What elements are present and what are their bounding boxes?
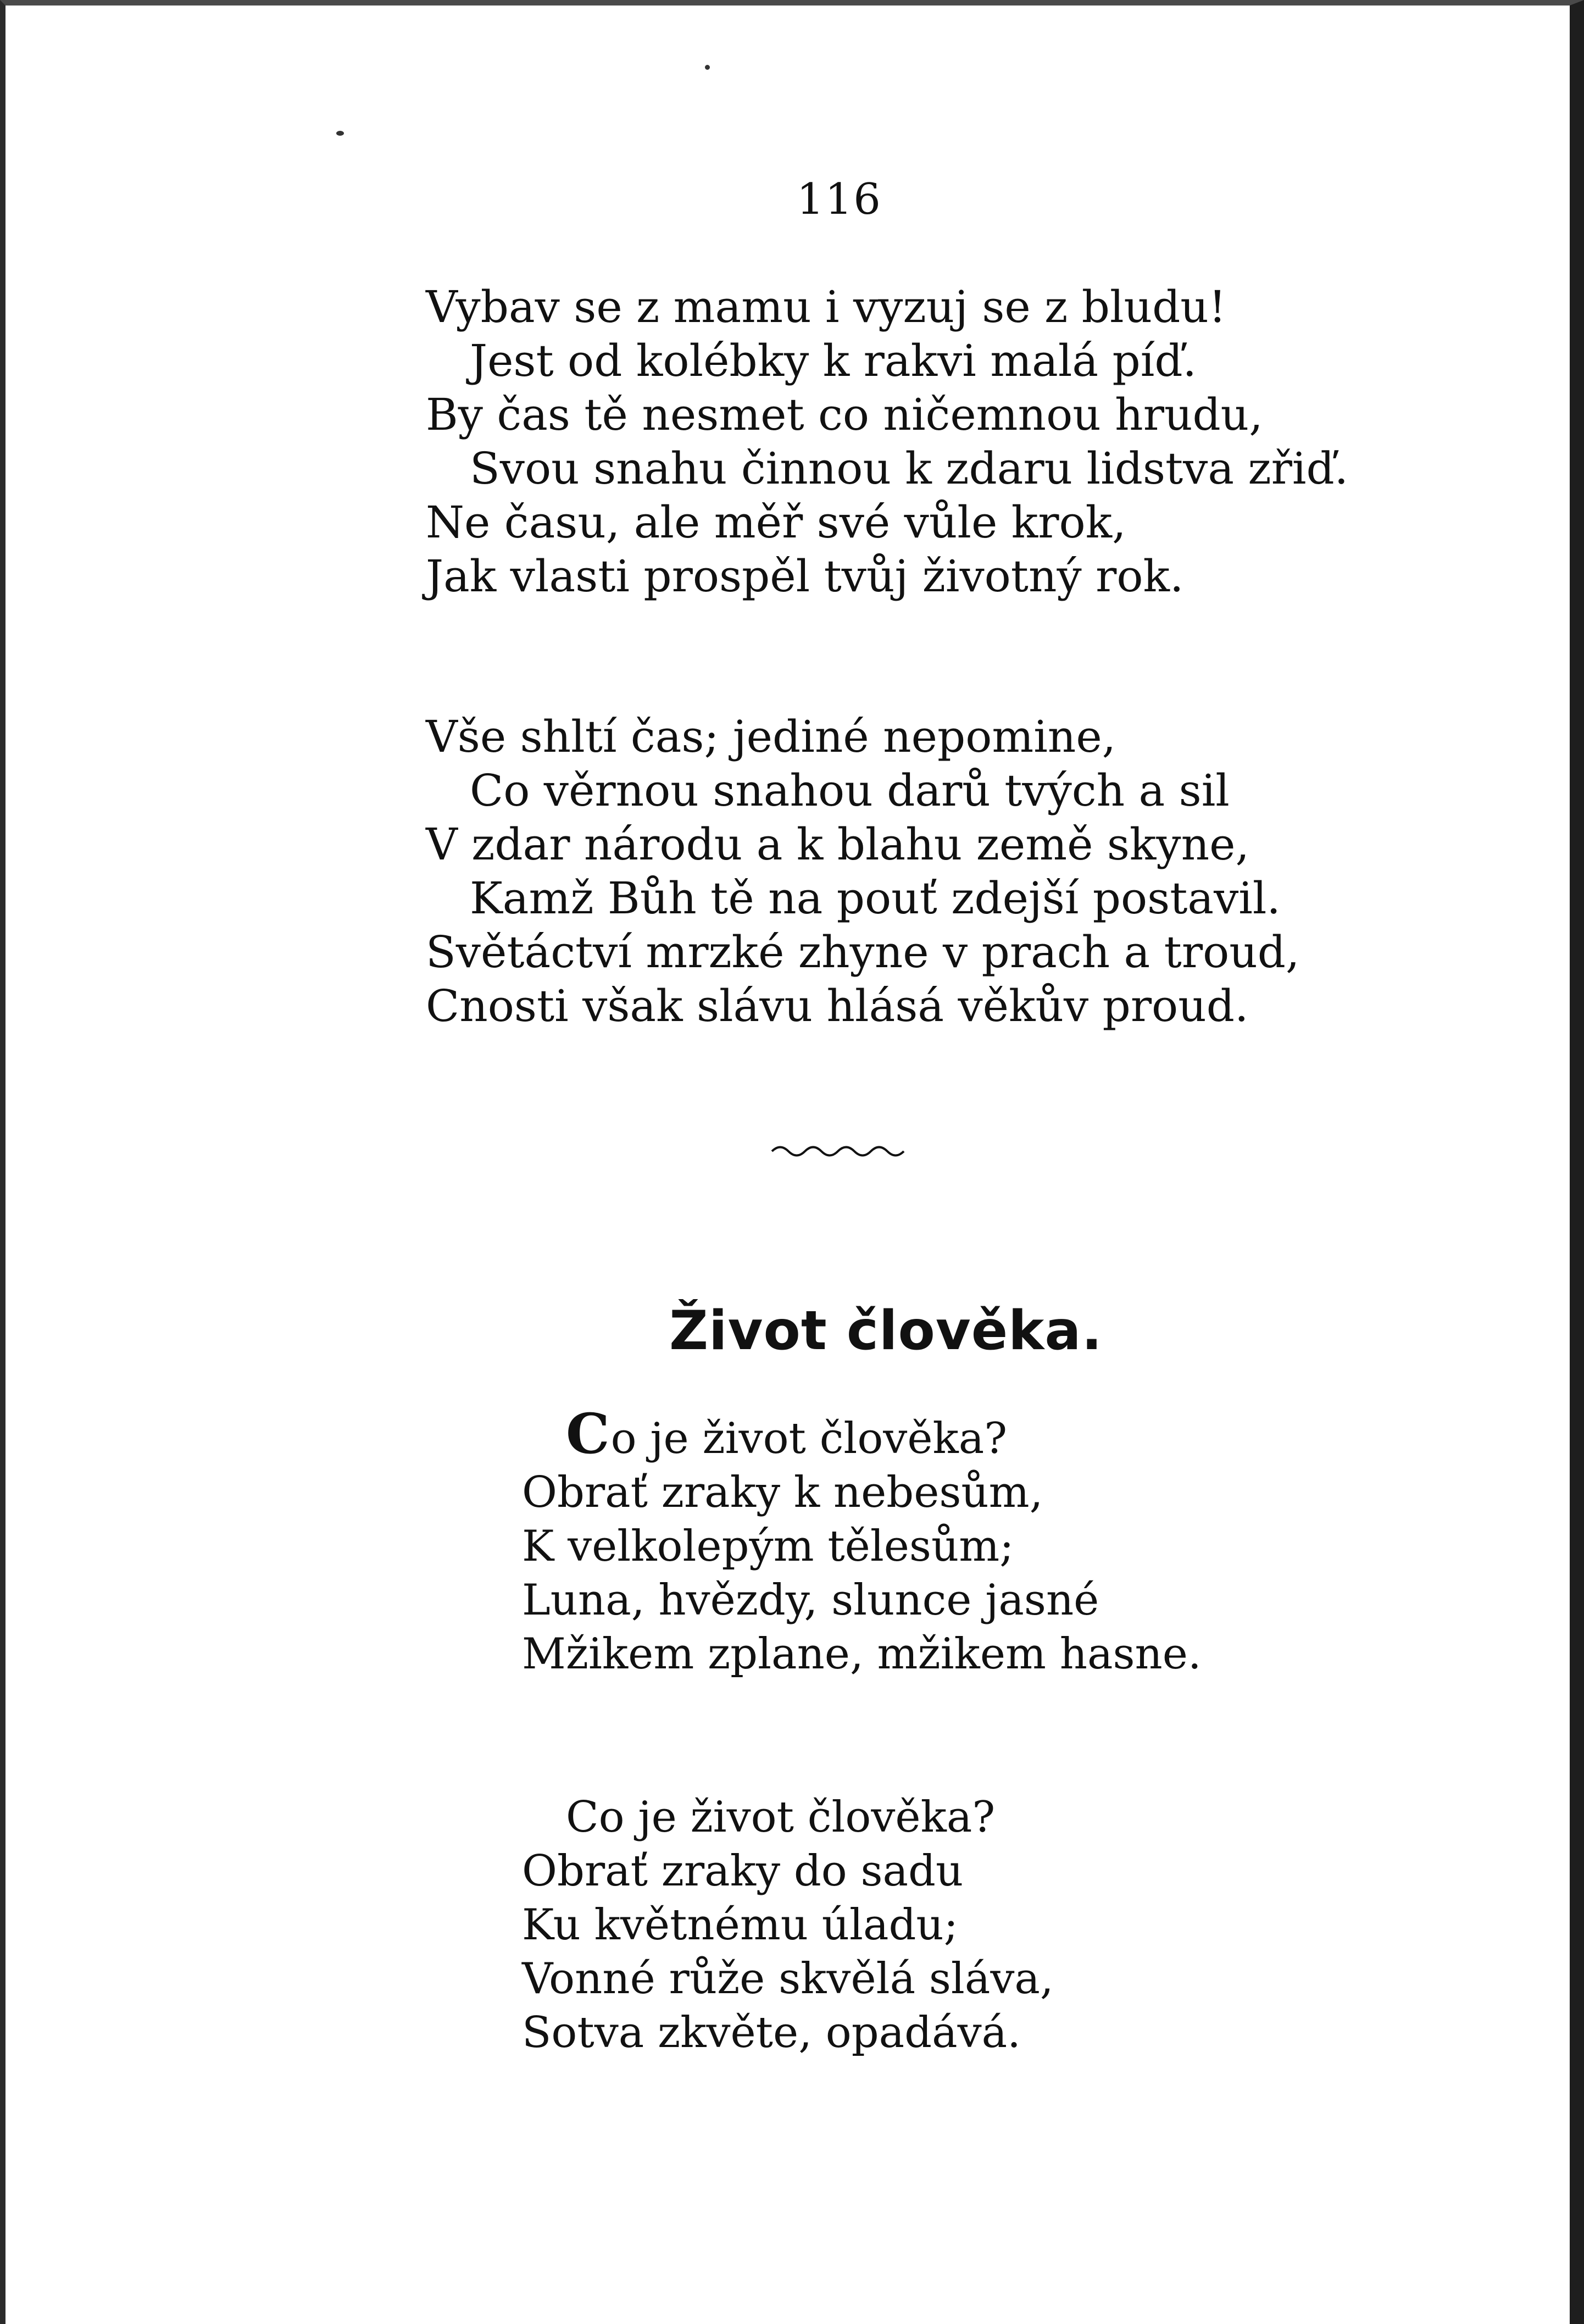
verse-line: Ne času, ale měř své vůle krok, <box>426 497 1126 548</box>
verse-line: V zdar národu a k blahu země skyne, <box>426 819 1249 870</box>
verse-line: Jak vlasti prospěl tvůj životný rok. <box>426 551 1184 602</box>
verse-line: Obrať zraky k nebesům, <box>522 1468 1043 1517</box>
verse-line: Obrať zraky do sadu <box>522 1846 964 1896</box>
verse-line: Svou snahu činnou k zdaru lidstva zřiď. <box>470 443 1349 494</box>
poem-stanza-2 <box>522 1790 1054 2060</box>
print-speck <box>336 131 344 136</box>
verse-line: By čas tě nesmet co ničemnou hrudu, <box>426 389 1263 440</box>
verse-line: Kamž Bůh tě na pouť zdejší postavil. <box>470 873 1281 924</box>
stanza-2 <box>426 710 1299 1033</box>
print-speck <box>705 65 710 70</box>
stanza-1 <box>426 280 1348 603</box>
verse-line: Vonné růže skvělá sláva, <box>522 1954 1054 2004</box>
verse-line: K velkolepým tělesům; <box>522 1522 1014 1571</box>
verse-line: Ku květnému úladu; <box>522 1900 958 1950</box>
poem-title: Život člověka. <box>669 1300 1103 1362</box>
verse-line: Vše shltí čas; jediné nepomine, <box>426 711 1116 762</box>
verse-line: Co věrnou snahou darů tvých a sil <box>470 765 1230 816</box>
verse-line-first <box>522 1401 1202 1466</box>
verse-line: Jest od kolébky k rakvi malá píď. <box>470 335 1197 386</box>
verse-line: Luna, hvězdy, slunce jasné <box>522 1576 1099 1625</box>
verse-line: Cnosti však slávu hlásá věkův proud. <box>426 980 1249 1031</box>
verse-line-first: Co je život člověka? <box>566 1793 996 1842</box>
section-divider-ornament <box>769 1140 907 1162</box>
decorated-initial: C <box>566 1401 610 1466</box>
verse-line: Vybav se z mamu i vyzuj se z bludu! <box>426 281 1226 332</box>
page-number: 116 <box>797 175 882 224</box>
verse-line: Mžikem zplane, mžikem hasne. <box>522 1629 1202 1679</box>
poem-stanza-1 <box>522 1401 1202 1681</box>
verse-line: Sotva zkvěte, opadává. <box>522 2008 1021 2057</box>
verse-line: Světáctví mrzké zhyne v prach a troud, <box>426 927 1300 978</box>
verse-line-rest: o je život člověka? <box>610 1414 1008 1463</box>
